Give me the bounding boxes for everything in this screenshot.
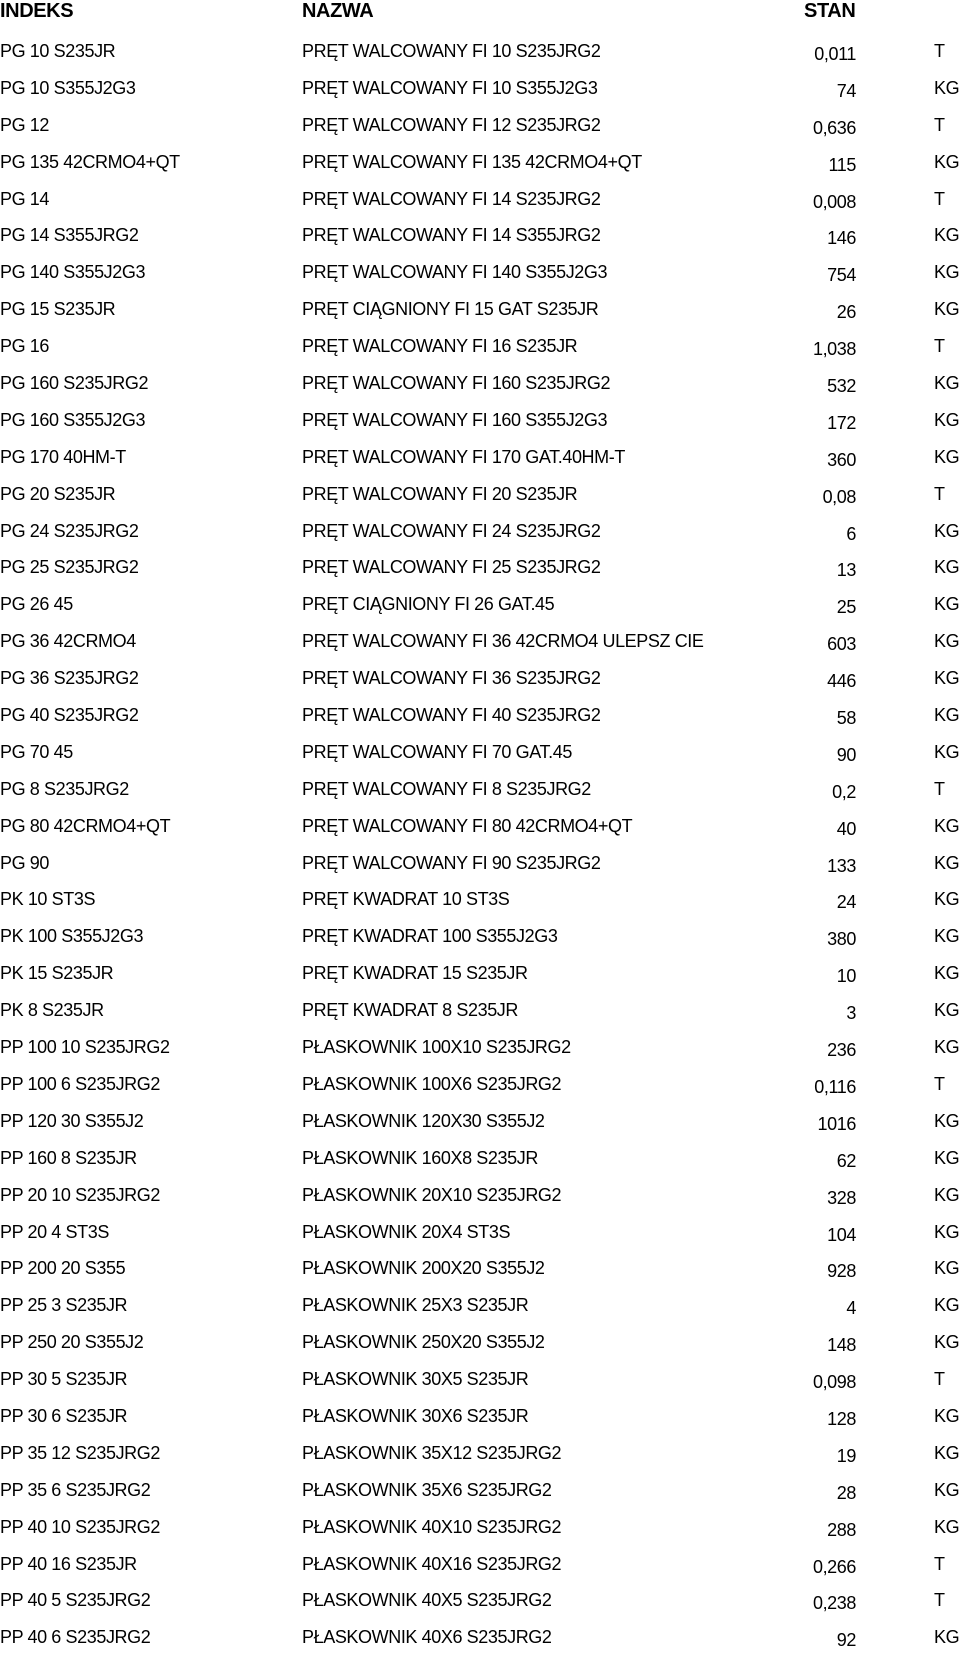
cell-stan: 58 [836, 708, 856, 729]
cell-indeks: PG 70 45 [0, 741, 73, 762]
cell-stan: 0,636 [812, 117, 856, 138]
cell-stan: 13 [836, 560, 856, 581]
cell-indeks: PG 24 S235JRG2 [0, 520, 139, 541]
cell-stan: 1016 [817, 1113, 856, 1134]
cell-unit: KG [934, 852, 960, 873]
cell-unit: T [934, 483, 945, 504]
cell-stan: 115 [828, 154, 856, 175]
table-row [0, 662, 960, 699]
cell-nazwa: PŁASKOWNIK 160X8 S235JR [302, 1147, 538, 1168]
table-row [0, 1511, 960, 1548]
header-indeks: INDEKS [0, 0, 74, 22]
table-row [0, 551, 960, 588]
cell-indeks: PG 170 40HM-T [0, 446, 126, 467]
cell-indeks: PP 35 12 S235JRG2 [0, 1442, 160, 1463]
table-row [0, 588, 960, 625]
cell-nazwa: PŁASKOWNIK 35X6 S235JRG2 [302, 1479, 552, 1500]
cell-nazwa: PRĘT WALCOWANY FI 12 S235JRG2 [302, 114, 601, 135]
cell-stan: 928 [827, 1261, 856, 1282]
table-row [0, 515, 960, 552]
cell-nazwa: PŁASKOWNIK 35X12 S235JRG2 [302, 1442, 562, 1463]
cell-unit: KG [934, 1000, 960, 1021]
cell-unit: KG [934, 299, 960, 320]
cell-indeks: PG 140 S355J2G3 [0, 262, 146, 283]
cell-indeks: PG 15 S235JR [0, 299, 116, 320]
cell-nazwa: PŁASKOWNIK 120X30 S355J2 [302, 1110, 545, 1131]
cell-nazwa: PRĘT WALCOWANY FI 16 S235JR [302, 336, 578, 357]
cell-indeks: PG 80 42CRMO4+QT [0, 815, 171, 836]
cell-nazwa: PRĘT KWADRAT 10 ST3S [302, 889, 510, 910]
table-row [0, 1548, 960, 1585]
cell-stan: 74 [836, 80, 856, 101]
cell-nazwa: PŁASKOWNIK 100X6 S235JRG2 [302, 1073, 562, 1094]
table-body [0, 35, 960, 1658]
cell-unit: KG [934, 1516, 960, 1537]
cell-indeks: PG 36 42CRMO4 [0, 631, 136, 652]
table-row [0, 1068, 960, 1105]
cell-nazwa: PRĘT WALCOWANY FI 90 S235JRG2 [302, 852, 601, 873]
cell-unit: KG [934, 815, 960, 836]
cell-unit: KG [934, 1332, 960, 1353]
table-row [0, 330, 960, 367]
table-row [0, 1474, 960, 1511]
cell-unit: KG [934, 594, 960, 615]
cell-nazwa: PŁASKOWNIK 30X5 S235JR [302, 1369, 529, 1390]
cell-unit: KG [934, 1479, 960, 1500]
table-row [0, 1584, 960, 1621]
cell-stan: 6 [846, 523, 856, 544]
cell-nazwa: PŁASKOWNIK 200X20 S355J2 [302, 1258, 545, 1279]
cell-indeks: PG 14 [0, 188, 50, 209]
cell-unit: T [934, 41, 945, 61]
cell-unit: T [934, 1590, 945, 1611]
cell-nazwa: PŁASKOWNIK 250X20 S355J2 [302, 1332, 545, 1353]
cell-nazwa: PRĘT WALCOWANY FI 14 S235JRG2 [302, 188, 601, 209]
cell-nazwa: PŁASKOWNIK 40X5 S235JRG2 [302, 1590, 552, 1611]
cell-unit: KG [934, 1037, 960, 1058]
cell-stan: 92 [836, 1630, 856, 1651]
cell-nazwa: PRĘT WALCOWANY FI 14 S355JRG2 [302, 225, 601, 246]
cell-unit: T [934, 1369, 945, 1390]
cell-stan: 0,116 [814, 1076, 856, 1097]
cell-nazwa: PRĘT WALCOWANY FI 170 GAT.40HM-T [302, 446, 625, 467]
cell-unit: KG [934, 741, 960, 762]
table-row [0, 404, 960, 441]
cell-nazwa: PRĘT WALCOWANY FI 70 GAT.45 [302, 741, 572, 762]
cell-stan: 0,266 [812, 1556, 856, 1577]
cell-indeks: PG 10 S235JR [0, 41, 116, 61]
cell-indeks: PP 25 3 S235JR [0, 1295, 128, 1316]
cell-indeks: PG 14 S355JRG2 [0, 225, 139, 246]
cell-nazwa: PRĘT WALCOWANY FI 25 S235JRG2 [302, 557, 601, 578]
cell-indeks: PK 8 S235JR [0, 1000, 104, 1021]
cell-indeks: PG 8 S235JRG2 [0, 778, 129, 799]
cell-nazwa: PRĘT KWADRAT 8 S235JR [302, 1000, 519, 1021]
table-row [0, 478, 960, 515]
table-row [0, 1289, 960, 1326]
cell-indeks: PG 20 S235JR [0, 483, 116, 504]
cell-stan: 0,008 [812, 191, 856, 212]
cell-unit: KG [934, 889, 960, 910]
cell-unit: T [934, 1073, 945, 1094]
cell-nazwa: PRĘT WALCOWANY FI 160 S355J2G3 [302, 409, 608, 430]
cell-unit: KG [934, 631, 960, 652]
cell-unit: KG [934, 705, 960, 726]
cell-stan: 380 [827, 929, 856, 950]
cell-unit: KG [934, 1110, 960, 1131]
cell-stan: 148 [827, 1335, 856, 1356]
cell-stan: 24 [836, 892, 856, 913]
cell-nazwa: PŁASKOWNIK 40X16 S235JRG2 [302, 1553, 562, 1574]
header-nazwa: NAZWA [302, 0, 374, 22]
table-header [0, 0, 960, 30]
cell-indeks: PG 40 S235JRG2 [0, 705, 139, 726]
table-row [0, 810, 960, 847]
cell-nazwa: PŁASKOWNIK 40X10 S235JRG2 [302, 1516, 562, 1537]
table-row [0, 1216, 960, 1253]
cell-unit: KG [934, 1442, 960, 1463]
cell-indeks: PG 135 42CRMO4+QT [0, 151, 180, 172]
cell-indeks: PG 90 [0, 852, 50, 873]
cell-indeks: PP 20 4 ST3S [0, 1221, 109, 1242]
cell-stan: 28 [836, 1482, 856, 1503]
table-row [0, 1031, 960, 1068]
cell-stan: 754 [827, 265, 856, 286]
table-row [0, 146, 960, 183]
cell-unit: KG [934, 1184, 960, 1205]
table-row [0, 957, 960, 994]
cell-stan: 146 [827, 228, 856, 249]
cell-stan: 360 [827, 449, 856, 470]
cell-unit: KG [934, 373, 960, 394]
cell-indeks: PK 15 S235JR [0, 963, 114, 984]
cell-stan: 172 [827, 412, 856, 433]
cell-nazwa: PŁASKOWNIK 20X4 ST3S [302, 1221, 511, 1242]
table-row [0, 920, 960, 957]
cell-nazwa: PRĘT WALCOWANY FI 135 42CRMO4+QT [302, 151, 642, 172]
table-row [0, 183, 960, 220]
cell-stan: 288 [827, 1519, 856, 1540]
cell-unit: KG [934, 225, 960, 246]
cell-unit: KG [934, 77, 960, 98]
cell-nazwa: PRĘT WALCOWANY FI 10 S355J2G3 [302, 77, 598, 98]
cell-unit: T [934, 114, 945, 135]
cell-unit: KG [934, 1258, 960, 1279]
table-row [0, 1621, 960, 1658]
cell-indeks: PG 10 S355J2G3 [0, 77, 136, 98]
table-row [0, 441, 960, 478]
cell-nazwa: PŁASKOWNIK 100X10 S235JRG2 [302, 1037, 571, 1058]
cell-nazwa: PRĘT KWADRAT 15 S235JR [302, 963, 528, 984]
table-row [0, 72, 960, 109]
cell-stan: 40 [836, 818, 856, 839]
cell-unit: KG [934, 557, 960, 578]
cell-unit: KG [934, 1221, 960, 1242]
cell-stan: 90 [836, 744, 856, 765]
table-row [0, 109, 960, 146]
cell-stan: 25 [836, 597, 856, 618]
cell-indeks: PG 36 S235JRG2 [0, 668, 139, 689]
cell-indeks: PG 25 S235JRG2 [0, 557, 139, 578]
cell-unit: KG [934, 1295, 960, 1316]
cell-indeks: PP 40 16 S235JR [0, 1553, 137, 1574]
cell-unit: KG [934, 409, 960, 430]
cell-stan: 328 [827, 1187, 856, 1208]
cell-stan: 26 [836, 302, 856, 323]
cell-unit: T [934, 336, 945, 357]
cell-unit: KG [934, 926, 960, 947]
cell-stan: 1,038 [812, 339, 856, 360]
cell-unit: T [934, 778, 945, 799]
cell-stan: 532 [827, 376, 856, 397]
cell-nazwa: PŁASKOWNIK 20X10 S235JRG2 [302, 1184, 562, 1205]
cell-nazwa: PRĘT WALCOWANY FI 160 S235JRG2 [302, 373, 611, 394]
cell-unit: KG [934, 1627, 960, 1648]
cell-unit: KG [934, 446, 960, 467]
cell-stan: 133 [827, 855, 856, 876]
cell-nazwa: PRĘT WALCOWANY FI 36 42CRMO4 ULEPSZ CIE [302, 631, 704, 652]
cell-unit: KG [934, 963, 960, 984]
cell-unit: KG [934, 668, 960, 689]
cell-stan: 0,08 [822, 486, 856, 507]
table-row [0, 1437, 960, 1474]
cell-nazwa: PRĘT WALCOWANY FI 20 S235JR [302, 483, 578, 504]
table-row [0, 883, 960, 920]
cell-indeks: PP 160 8 S235JR [0, 1147, 137, 1168]
cell-indeks: PP 120 30 S355J2 [0, 1110, 144, 1131]
cell-unit: T [934, 188, 945, 209]
cell-indeks: PP 35 6 S235JRG2 [0, 1479, 151, 1500]
header-stan: STAN [804, 0, 856, 22]
cell-nazwa: PRĘT WALCOWANY FI 140 S355J2G3 [302, 262, 608, 283]
cell-nazwa: PRĘT CIĄGNIONY FI 26 GAT.45 [302, 594, 555, 615]
cell-nazwa: PŁASKOWNIK 25X3 S235JR [302, 1295, 529, 1316]
cell-unit: KG [934, 1147, 960, 1168]
table-row [0, 1105, 960, 1142]
cell-stan: 19 [836, 1445, 856, 1466]
table-row [0, 256, 960, 293]
table-row [0, 736, 960, 773]
cell-indeks: PG 160 S235JRG2 [0, 373, 149, 394]
cell-unit: KG [934, 520, 960, 541]
cell-stan: 0,238 [812, 1593, 856, 1614]
cell-stan: 0,2 [832, 781, 856, 802]
cell-indeks: PK 10 ST3S [0, 889, 96, 910]
cell-indeks: PP 40 6 S235JRG2 [0, 1627, 151, 1648]
table-row [0, 699, 960, 736]
cell-nazwa: PRĘT WALCOWANY FI 10 S235JRG2 [302, 41, 601, 61]
cell-indeks: PG 16 [0, 336, 50, 357]
table-row [0, 1326, 960, 1363]
cell-indeks: PK 100 S355J2G3 [0, 926, 144, 947]
cell-nazwa: PRĘT WALCOWANY FI 80 42CRMO4+QT [302, 815, 633, 836]
cell-stan: 4 [846, 1298, 856, 1319]
cell-indeks: PG 160 S355J2G3 [0, 409, 146, 430]
cell-unit: KG [934, 151, 960, 172]
cell-indeks: PP 200 20 S355 [0, 1258, 126, 1279]
cell-stan: 0,098 [812, 1372, 856, 1393]
cell-indeks: PG 26 45 [0, 594, 73, 615]
cell-unit: T [934, 1553, 945, 1574]
cell-stan: 104 [827, 1224, 856, 1245]
cell-stan: 0,011 [814, 44, 856, 64]
table-row [0, 35, 960, 72]
cell-stan: 62 [836, 1150, 856, 1171]
cell-unit: KG [934, 262, 960, 283]
cell-stan: 446 [827, 671, 856, 692]
table-row [0, 1142, 960, 1179]
cell-nazwa: PŁASKOWNIK 40X6 S235JRG2 [302, 1627, 552, 1648]
cell-indeks: PP 100 10 S235JRG2 [0, 1037, 170, 1058]
table-row [0, 293, 960, 330]
cell-indeks: PP 30 5 S235JR [0, 1369, 128, 1390]
cell-indeks: PP 20 10 S235JRG2 [0, 1184, 160, 1205]
cell-nazwa: PŁASKOWNIK 30X6 S235JR [302, 1405, 529, 1426]
table-row [0, 1179, 960, 1216]
cell-nazwa: PRĘT WALCOWANY FI 24 S235JRG2 [302, 520, 601, 541]
cell-indeks: PP 30 6 S235JR [0, 1405, 128, 1426]
table-row [0, 1400, 960, 1437]
table-row [0, 367, 960, 404]
cell-indeks: PP 40 5 S235JRG2 [0, 1590, 151, 1611]
table-row [0, 773, 960, 810]
cell-nazwa: PRĘT WALCOWANY FI 36 S235JRG2 [302, 668, 601, 689]
cell-stan: 3 [846, 1003, 856, 1024]
table-row [0, 625, 960, 662]
table-row [0, 1363, 960, 1400]
table-row [0, 1252, 960, 1289]
cell-stan: 10 [836, 966, 856, 987]
cell-indeks: PP 250 20 S355J2 [0, 1332, 144, 1353]
cell-indeks: PP 100 6 S235JRG2 [0, 1073, 160, 1094]
cell-nazwa: PRĘT CIĄGNIONY FI 15 GAT S235JR [302, 299, 599, 320]
cell-nazwa: PRĘT WALCOWANY FI 40 S235JRG2 [302, 705, 601, 726]
cell-nazwa: PRĘT WALCOWANY FI 8 S235JRG2 [302, 778, 591, 799]
table-row [0, 847, 960, 884]
cell-nazwa: PRĘT KWADRAT 100 S355J2G3 [302, 926, 558, 947]
cell-unit: KG [934, 1405, 960, 1426]
cell-stan: 236 [827, 1040, 856, 1061]
cell-stan: 128 [827, 1408, 856, 1429]
cell-stan: 603 [827, 634, 856, 655]
cell-indeks: PG 12 [0, 114, 50, 135]
cell-indeks: PP 40 10 S235JRG2 [0, 1516, 160, 1537]
table-row [0, 994, 960, 1031]
table-row [0, 219, 960, 256]
